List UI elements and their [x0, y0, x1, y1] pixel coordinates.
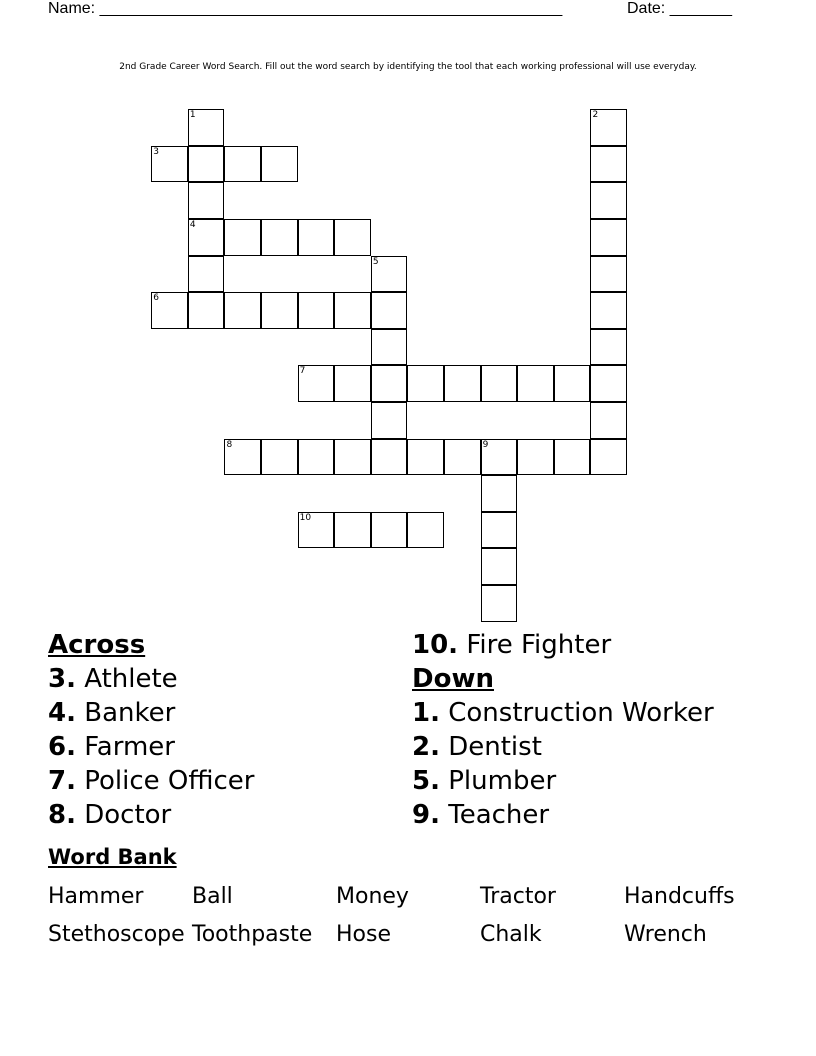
- clue-across: 7. Police Officer: [48, 766, 255, 796]
- crossword-cell[interactable]: [188, 109, 225, 146]
- crossword-cell[interactable]: [188, 256, 225, 293]
- clue-across: 3. Athlete: [48, 664, 178, 694]
- crossword-cell[interactable]: [334, 439, 371, 476]
- word-bank-item: Hammer: [48, 884, 144, 909]
- word-bank-item: Chalk: [480, 922, 542, 947]
- crossword-cell[interactable]: [481, 475, 518, 512]
- crossword-cell[interactable]: [371, 402, 408, 439]
- crossword-cell[interactable]: [298, 365, 335, 402]
- across-heading: Across: [48, 630, 146, 660]
- clue-number: 9: [482, 439, 489, 450]
- crossword-cell[interactable]: [481, 439, 518, 476]
- word-bank-item: Toothpaste: [192, 922, 313, 947]
- instructions: 2nd Grade Career Word Search. Fill out the word search by identifying the tool that each working professional will use everyday.: [119, 62, 697, 72]
- crossword-cell[interactable]: [407, 365, 444, 402]
- crossword-cell[interactable]: [371, 256, 408, 293]
- crossword-cell[interactable]: [261, 439, 298, 476]
- clue-down: 2. Dentist: [412, 732, 542, 762]
- down-heading: Down: [412, 664, 494, 694]
- crossword-cell[interactable]: [481, 365, 518, 402]
- crossword-cell[interactable]: [334, 292, 371, 329]
- word-bank-item: Tractor: [480, 884, 556, 909]
- crossword-cell[interactable]: [188, 146, 225, 183]
- crossword-cell[interactable]: [371, 292, 408, 329]
- crossword-cell[interactable]: [590, 439, 627, 476]
- date-field-label: Date: _______: [627, 0, 732, 17]
- crossword-cell[interactable]: [590, 329, 627, 366]
- clue-down: 5. Plumber: [412, 766, 557, 796]
- crossword-cell[interactable]: [188, 182, 225, 219]
- word-bank-item: Wrench: [624, 922, 707, 947]
- crossword-cell[interactable]: [151, 146, 188, 183]
- clue-across: 8. Doctor: [48, 800, 172, 830]
- clue-number: 6: [153, 293, 159, 304]
- crossword-cell[interactable]: [590, 402, 627, 439]
- word-bank-item: Ball: [192, 884, 233, 909]
- crossword-cell[interactable]: [590, 256, 627, 293]
- crossword-cell[interactable]: [371, 329, 408, 366]
- crossword-cell[interactable]: [590, 109, 627, 146]
- word-bank-item: Hose: [336, 922, 391, 947]
- clue-across: 6. Farmer: [48, 732, 175, 762]
- word-bank-item: Stethoscope: [48, 922, 185, 947]
- crossword-cell[interactable]: [371, 512, 408, 549]
- crossword-cell[interactable]: [224, 292, 261, 329]
- crossword-cell[interactable]: [481, 512, 518, 549]
- crossword-cell[interactable]: [188, 219, 225, 256]
- crossword-cell[interactable]: [334, 365, 371, 402]
- crossword-cell[interactable]: [371, 439, 408, 476]
- clue-number: 7: [299, 366, 306, 377]
- crossword-cell[interactable]: [444, 365, 481, 402]
- clue-number: 10: [299, 512, 312, 523]
- word-bank-item: Handcuffs: [624, 884, 735, 909]
- crossword-cell[interactable]: [481, 585, 518, 622]
- crossword-cell[interactable]: [261, 219, 298, 256]
- crossword-cell[interactable]: [298, 512, 335, 549]
- crossword-cell[interactable]: [224, 439, 261, 476]
- crossword-cell[interactable]: [224, 219, 261, 256]
- crossword-cell[interactable]: [188, 292, 225, 329]
- crossword-cell[interactable]: [261, 292, 298, 329]
- crossword-cell[interactable]: [407, 439, 444, 476]
- crossword-cell[interactable]: [590, 146, 627, 183]
- crossword-cell[interactable]: [590, 219, 627, 256]
- word-bank-item: Money: [336, 884, 409, 909]
- crossword-cell[interactable]: [517, 439, 554, 476]
- crossword-cell[interactable]: [334, 219, 371, 256]
- clue-down: 9. Teacher: [412, 800, 550, 830]
- crossword-cell[interactable]: [224, 146, 261, 183]
- crossword-cell[interactable]: [407, 512, 444, 549]
- crossword-cell[interactable]: [590, 182, 627, 219]
- crossword-cell[interactable]: [298, 219, 335, 256]
- crossword-cell[interactable]: [151, 292, 188, 329]
- clue-number: 5: [372, 256, 379, 267]
- crossword-cell[interactable]: [554, 365, 591, 402]
- word-bank-heading: Word Bank: [48, 845, 177, 869]
- crossword-cell[interactable]: [334, 512, 371, 549]
- crossword-cell[interactable]: [481, 548, 518, 585]
- crossword-cell[interactable]: [517, 365, 554, 402]
- clue-across: 10. Fire Fighter: [412, 630, 612, 660]
- name-field-label: Name: ____________________________________________________: [48, 0, 563, 17]
- crossword-cell[interactable]: [590, 292, 627, 329]
- down-clues: [412, 628, 714, 832]
- crossword-cell[interactable]: [298, 292, 335, 329]
- clue-number: 1: [189, 110, 196, 121]
- clue-down: 1. Construction Worker: [412, 698, 714, 728]
- crossword-cell[interactable]: [298, 439, 335, 476]
- crossword-cell[interactable]: [261, 146, 298, 183]
- crossword-cell[interactable]: [444, 439, 481, 476]
- clue-number: 3: [153, 146, 159, 157]
- across-clues: [48, 628, 254, 832]
- crossword-cell[interactable]: [590, 365, 627, 402]
- crossword-cell[interactable]: [554, 439, 591, 476]
- clue-across: 4. Banker: [48, 698, 176, 728]
- word-bank: [48, 880, 768, 952]
- clue-number: 8: [226, 439, 233, 450]
- crossword-cell[interactable]: [371, 365, 408, 402]
- clue-number: 4: [189, 220, 196, 231]
- clue-number: 2: [592, 110, 599, 121]
